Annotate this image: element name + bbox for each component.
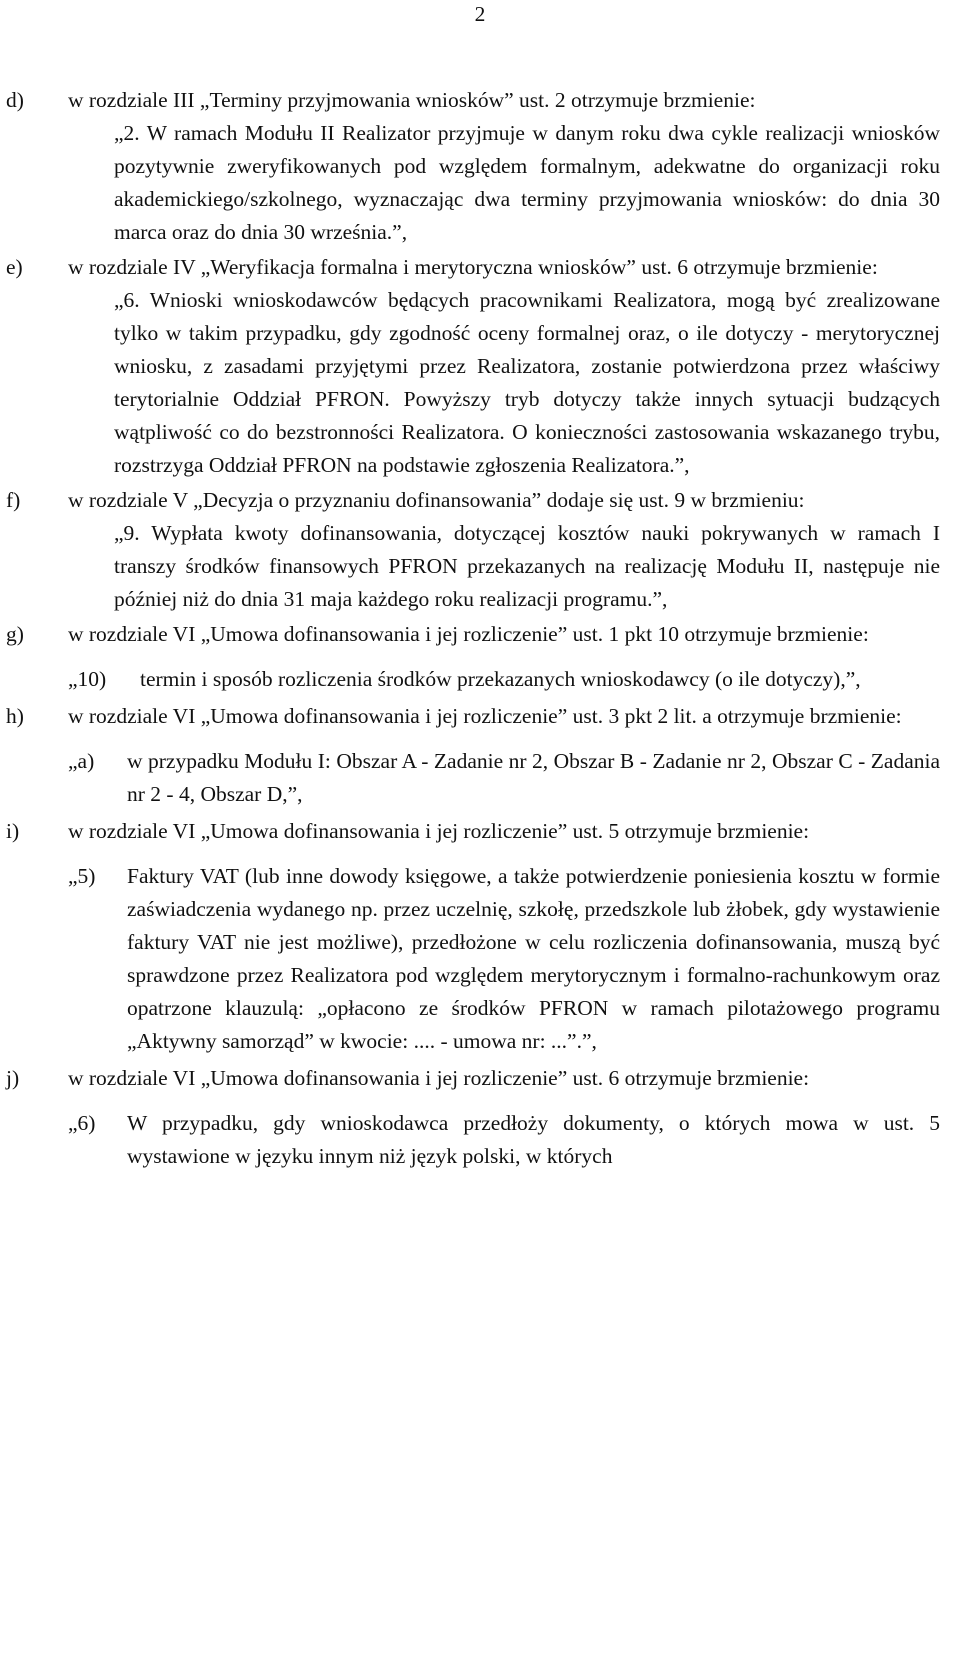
item-intro: w rozdziale VI „Umowa dofinansowania i jej rozliczenie” ust. 6 otrzymuje brzmienie: bbox=[68, 1066, 810, 1090]
item-intro: w rozdziale VI „Umowa dofinansowania i jej rozliczenie” ust. 3 pkt 2 lit. a otrzymuje brzmienie: bbox=[68, 704, 902, 728]
amendment-item-h bbox=[0, 700, 960, 811]
item-letter: i) bbox=[6, 819, 20, 843]
item-intro: w rozdziale VI „Umowa dofinansowania i jej rozliczenie” ust. 5 otrzymuje brzmienie: bbox=[68, 819, 810, 843]
item-letter: h) bbox=[6, 704, 24, 728]
item-intro: w rozdziale IV „Weryfikacja formalna i merytoryczna wniosków” ust. 6 otrzymuje brzmienie: bbox=[68, 255, 878, 279]
point-text: Faktury VAT (lub inne dowody księgowe, a także potwierdzenie poniesienia kosztu w formie zaświadczenia wydanego np. przez uczelnię, szkołę, przedszkole lub żłobek, gdy wystawienie faktury VAT nie jest możliwe), przedłożone w celu rozliczenia dofinansowania, muszą być sprawdzone przez Realizatora pod względem merytorycznym i formalno-rachunkowym oraz opatrzone klauzulą: „opłacono ze środków PFRON w ramach pilotażowego programu „Aktywny samorząd” w kwocie: .... - umowa nr: ...”.”, bbox=[127, 864, 940, 1053]
quoted-provision: „9. Wypłata kwoty dofinansowania, dotyczącej kosztów nauki pokrywanych w ramach I transzy środków finansowych PFRON przekazanych na realizację Modułu II, następuje nie później niż do dnia 31 maja każdego roku realizacji programu.”, bbox=[114, 521, 940, 611]
item-letter: f) bbox=[6, 488, 21, 512]
amendment-item-e bbox=[0, 251, 960, 482]
item-intro: w rozdziale III „Terminy przyjmowania wniosków” ust. 2 otrzymuje brzmienie: bbox=[68, 88, 756, 112]
point-label: „5) bbox=[68, 864, 96, 888]
amendments-list bbox=[0, 84, 960, 1177]
quoted-point bbox=[68, 1107, 940, 1173]
quoted-point bbox=[68, 745, 940, 811]
point-text: termin i sposób rozliczenia środków przekazanych wnioskodawcy (o ile dotyczy),”, bbox=[140, 667, 861, 691]
quoted-provision: „2. W ramach Modułu II Realizator przyjmuje w danym roku dwa cykle realizacji wniosków pozytywnie zweryfikowanych pod względem formalnym, adekwatne do organizacji roku akademickiego/szkolnego, wyznaczając dwa terminy przyjmowania wniosków: do dnia 30 marca oraz do dnia 30 września.”, bbox=[114, 121, 940, 244]
amendment-item-g bbox=[0, 618, 960, 696]
item-letter: j) bbox=[6, 1066, 20, 1090]
amendment-item-j bbox=[0, 1062, 960, 1173]
amendment-item-d bbox=[0, 84, 960, 249]
quoted-point bbox=[68, 663, 940, 696]
quoted-point bbox=[68, 860, 940, 1058]
amendment-item-i bbox=[0, 815, 960, 1058]
point-label: „6) bbox=[68, 1111, 96, 1135]
item-intro: w rozdziale VI „Umowa dofinansowania i jej rozliczenie” ust. 1 pkt 10 otrzymuje brzmienie: bbox=[68, 622, 869, 646]
amendment-item-f bbox=[0, 484, 960, 616]
item-letter: g) bbox=[6, 622, 24, 646]
point-text: W przypadku, gdy wnioskodawca przedłoży dokumenty, o których mowa w ust. 5 wystawione w języku innym niż język polski, w których bbox=[127, 1111, 940, 1168]
item-letter: d) bbox=[6, 88, 24, 112]
quoted-provision: „6. Wnioski wnioskodawców będących pracownikami Realizatora, mogą być zrealizowane tylko w takim przypadku, gdy zgodność oceny formalnej oraz, o ile dotyczy - merytorycznej wniosku, z zasadami przyjętymi przez Realizatora, zostanie potwierdzona przez właściwy terytorialnie Oddział PFRON. Powyższy tryb dotyczy także innych sytuacji budzących wątpliwość co do bezstronności Realizatora. O konieczności zastosowania wskazanego trybu, rozstrzyga Oddział PFRON na podstawie zgłoszenia Realizatora.”, bbox=[114, 288, 940, 477]
item-intro: w rozdziale V „Decyzja o przyznaniu dofinansowania” dodaje się ust. 9 w brzmieniu: bbox=[68, 488, 805, 512]
point-label: „a) bbox=[68, 749, 95, 773]
point-label: „10) bbox=[68, 667, 107, 691]
page-number: 2 bbox=[474, 2, 486, 26]
point-text: w przypadku Modułu I: Obszar A - Zadanie nr 2, Obszar B - Zadanie nr 2, Obszar C - Zadania nr 2 - 4, Obszar D,”, bbox=[127, 749, 940, 806]
item-letter: e) bbox=[6, 255, 23, 279]
